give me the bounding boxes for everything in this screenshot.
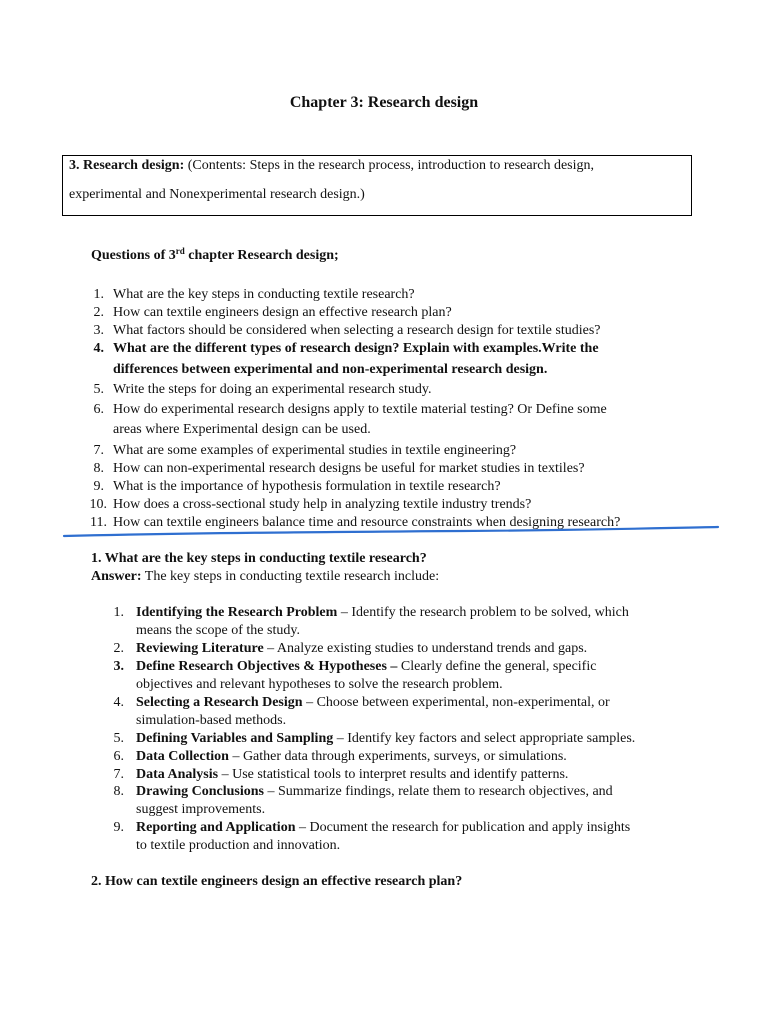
step-text-continued: means the scope of the study. [136,623,300,638]
step-number: 8. [113,784,124,799]
page-title: Chapter 3: Research design [289,94,479,111]
answer-line [91,568,439,585]
question-number: 2. [93,305,104,320]
contents-line-1 [69,158,594,174]
step-title: Selecting a Research Design [136,695,303,710]
question-text: What factors should be considered when selecting a research design for textile studies? [113,323,601,338]
questions-heading-suffix: chapter Research design; [184,248,339,263]
step-text: – Summarize findings, relate them to research objectives, and [263,784,613,799]
step-number: 7. [113,767,124,782]
question-number: 4. [93,341,104,356]
step-title: Reviewing Literature [136,641,264,656]
step-text: Clearly define the general, specific [397,659,597,674]
step-title: Drawing Conclusions [136,784,264,799]
answer-label: Answer: [91,569,142,584]
step-text-continued: suggest improvements. [136,802,266,817]
step-number: 2. [113,641,124,656]
questions-heading [91,248,339,264]
contents-text-1: (Contents: Steps in the research process, introduction to research design, [184,158,595,173]
step-text-continued: to textile production and innovation. [136,838,341,853]
question-text: What are the different types of research design? Explain with examples.Write the [113,341,599,356]
pen-underline [62,520,722,540]
question-text: What is the importance of hypothesis formulation in textile research? [113,479,501,494]
question-text: How can non-experimental research designs be useful for market studies in textiles? [113,461,585,476]
question-number: 1. [93,287,104,302]
question-text: How can textile engineers design an effective research plan? [113,305,452,320]
section-2-heading: 2. How can textile engineers design an effective research plan? [91,874,463,889]
step-number: 3. [113,659,124,674]
question-number: 8. [93,461,104,476]
question-text: What are some examples of experimental studies in textile engineering? [113,443,517,458]
step-text: – Choose between experimental, non-experimental, or [302,695,610,710]
question-number: 6. [93,402,104,417]
step-text: – Analyze existing studies to understand trends and gaps. [263,641,588,656]
answer-text: The key steps in conducting textile research include: [141,569,440,584]
step-number: 5. [113,731,124,746]
step-text-continued: simulation-based methods. [136,713,287,728]
section-1-heading: 1. What are the key steps in conducting textile research? [91,551,427,566]
step-text: – Use statistical tools to interpret results and identify patterns. [218,767,569,782]
step-text: – Identify key factors and select appropriate samples. [333,731,636,746]
question-text: How does a cross-sectional study help in analyzing textile industry trends? [113,497,532,512]
questions-heading-prefix: Questions of 3 [91,248,176,263]
step-title: Identifying the Research Problem [136,605,338,620]
step-title: Reporting and Application [136,820,296,835]
question-number: 3. [93,323,104,338]
step-title: Data Analysis [136,767,219,782]
question-number: 10. [89,497,107,512]
contents-label: 3. Research design: [69,158,185,173]
step-text: – Gather data through experiments, surveys, or simulations. [228,749,567,764]
step-title: Define Research Objectives & Hypotheses – [136,659,398,674]
question-number: 5. [93,382,104,397]
question-text: Write the steps for doing an experimental research study. [113,382,432,397]
question-number: 11. [90,515,107,530]
contents-box [62,155,692,216]
step-text-continued: objectives and relevant hypotheses to solve the research problem. [136,677,503,692]
step-number: 4. [113,695,124,710]
question-number: 9. [93,479,104,494]
step-text: – Document the research for publication and apply insights [295,820,631,835]
step-title: Data Collection [136,749,229,764]
question-text-continued: differences between experimental and non-experimental research design. [113,362,548,377]
step-title: Defining Variables and Sampling [136,731,334,746]
step-number: 9. [113,820,124,835]
step-number: 1. [113,605,124,620]
question-text-continued: areas where Experimental design can be used. [113,422,371,437]
step-number: 6. [113,749,124,764]
questions-heading-sup: rd [175,246,185,256]
question-text: How do experimental research designs apply to textile material testing? Or Define some [113,402,607,417]
question-text: What are the key steps in conducting textile research? [113,287,415,302]
question-number: 7. [93,443,104,458]
contents-line-2: experimental and Nonexperimental research design.) [69,187,365,202]
step-text: – Identify the research problem to be solved, which [337,605,629,620]
question-text: How can textile engineers balance time and resource constraints when designing research? [113,515,621,530]
